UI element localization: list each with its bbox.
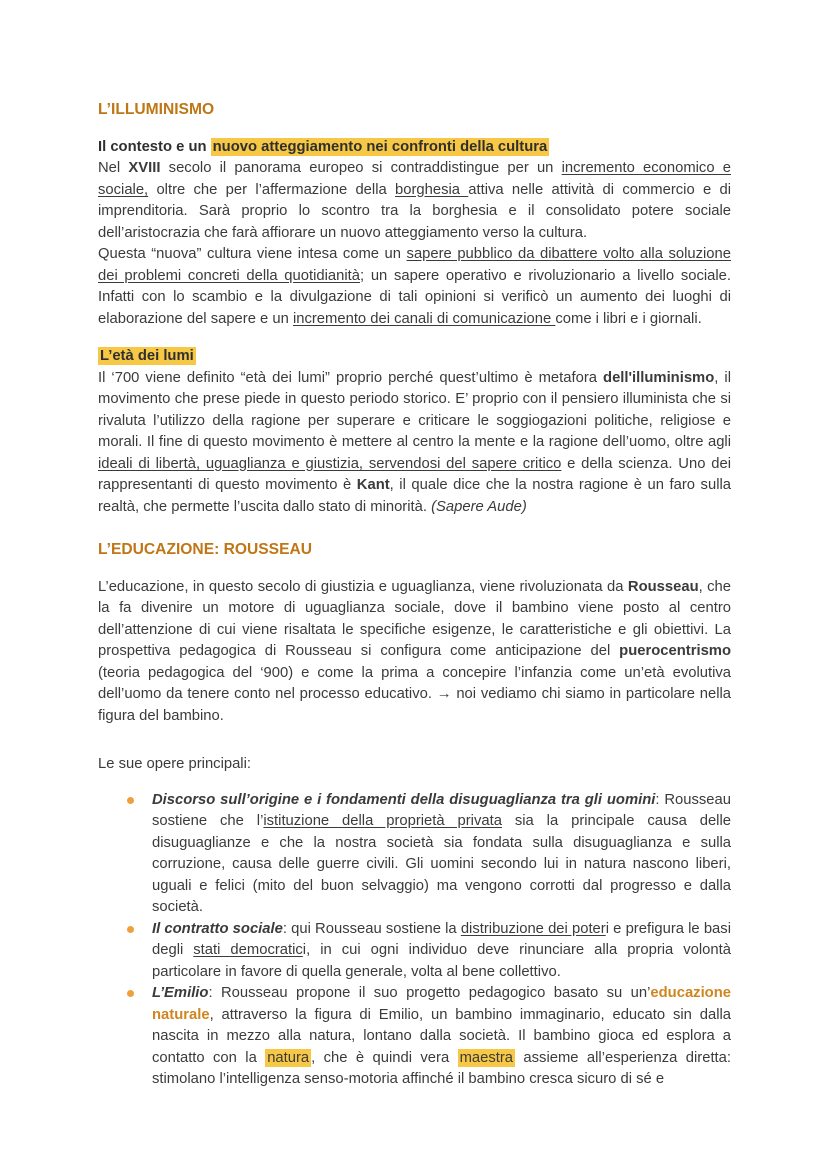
section-title-educazione-rousseau — [98, 539, 731, 561]
text-run: Rousseau — [627, 578, 699, 595]
paragraph-contesto-2 — [98, 244, 731, 330]
works-list — [98, 790, 731, 1091]
text-run: XVIII — [128, 160, 161, 176]
text-run: Il contesto e un — [98, 138, 211, 155]
text-run: dell'illuminismo — [603, 369, 715, 386]
paragraph-eta-dei-lumi — [98, 368, 731, 519]
text-run: assieme all’esperienza diretta: stimolano l’intelligenza senso-motoria affinché il bambino cresca sicuro di sé e — [152, 1049, 732, 1087]
text-run: Nel — [98, 160, 129, 176]
underlined-text: borghesia — [395, 181, 469, 198]
text-run: : Rousseau propone il suo progetto pedagogico basato su un’ — [208, 985, 651, 1001]
text-run: attiva nelle attività di commercio e di imprenditoria. Sarà proprio lo scontro tra la borghesia e il consolidato potere sociale dell’aristocrazia che farà affiorare un nuovo atteggiamento verso la cultura. — [98, 181, 731, 241]
text-run: , il quale dice che la nostra ragione è un faro sulla realtà, che permette l’uscita dallo stato di minorità. — [98, 477, 731, 515]
text-run: Questa “nuova” cultura viene intesa come un — [98, 246, 407, 262]
text-run: oltre che per l’affermazione della — [148, 181, 395, 198]
text-run: , che la fa divenire un motore di uguaglianza sociale, dove il bambino viene posto al centro dell’attenzione di cui viene risaltata le specifiche esigenze, le caratteristiche e gli obiettivi. La prospettiva pedagogica di Rousseau si configura come anticipazione del — [98, 578, 731, 659]
text-run: Le sue opere principali: — [98, 756, 251, 772]
underlined-text: incremento economico e sociale, — [98, 160, 731, 198]
text-run: (teoria pedagogica del ‘900) e come la prima a concepire l’infanzia come un’età evolutiva dell’uomo da tenere conto nel processo educativo. → noi vediamo chi siamo in particolare nella figura del bambino. — [98, 664, 731, 724]
text-run: L’EDUCAZIONE: ROUSSEAU — [98, 541, 312, 558]
document-body — [98, 99, 731, 1091]
highlighted-text: L’età dei lumi — [100, 348, 194, 364]
text-run: (Sapere Aude) — [431, 498, 527, 515]
highlighted-text: nuovo atteggiamento nei confronti della cultura — [212, 138, 548, 155]
text-run: , attraverso la figura di Emilio, un bambino immaginario, educato sin dalla nascita in mezzo alla natura, lontano dalla società. Il bambino gioca ed esplora a contatto con la — [152, 1006, 731, 1066]
text-run: L’ILLUMINISMO — [98, 101, 215, 118]
highlighted-text: natura — [267, 1049, 310, 1066]
underlined-text: distribuzione dei poter — [460, 920, 606, 937]
text-run: : Rousseau sostiene che l’ — [152, 791, 731, 829]
underlined-text: sapere pubblico da dibattere volto alla soluzione dei problemi concreti della quotidianità — [98, 246, 731, 284]
text-run: come i libri e i giornali. — [555, 310, 702, 327]
underlined-text: stati democratic — [193, 942, 303, 958]
underlined-text: incremento dei canali di comunicazione — [292, 310, 556, 327]
text-run: i e prefigura le basi degli — [152, 920, 731, 958]
text-run: , che è quindi vera — [311, 1049, 458, 1066]
underlined-text: ideali di libertà, uguaglianza e giustizia, servendosi del sapere critico — [98, 455, 562, 472]
section-title-illuminismo — [98, 99, 731, 121]
text-run: Il contratto sociale — [152, 920, 283, 937]
list-item — [98, 919, 731, 984]
subsection-title-contesto — [98, 137, 731, 159]
text-run: : qui Rousseau sostiene la — [282, 920, 461, 937]
text-run: sia la principale causa delle disuguaglianze e che la nostra società sia fondata sulla disuguaglianza e sulla corruzione, causa delle guerre civili. Gli uomini secondo lui in natura nascono liberi, uguali e felici (mito del buon selvaggio) ma vengono corrotti dal progresso e dalla società. — [152, 813, 731, 915]
text-run: , il movimento che prese piede in questo periodo storico. E’ proprio con il pensiero illuminista che si rivaluta l’utilizzo della ragione per superare e criticare le soggiogazioni politiche, religiose e morali. Il fine di questo movimento è mettere al centro la mente e la ragione dell’uomo, oltre agli — [98, 369, 731, 450]
list-item — [98, 790, 731, 919]
text-run: secolo il panorama europeo si contraddistingue per un — [160, 160, 562, 176]
underlined-text: istituzione della proprietà privata — [263, 813, 502, 829]
paragraph-educazione — [98, 577, 731, 728]
text-run: i, in cui ogni individuo deve rinunciare alla propria volontà particolare in favore di quella generale, volta al bene collettivo. — [152, 942, 731, 980]
list-item — [98, 983, 731, 1091]
text-run: L’educazione, in questo secolo di giustizia e uguaglianza, viene rivoluzionata da — [98, 578, 628, 595]
works-intro — [98, 754, 731, 776]
text-run: Kant — [356, 477, 390, 493]
paragraph-contesto-1 — [98, 158, 731, 244]
text-run: Discorso sull’origine e i fondamenti della disuguaglianza tra gli uomini — [152, 791, 656, 808]
section-title-eta-dei-lumi — [98, 346, 731, 368]
text-run: Il ‘700 viene definito “età dei lumi” proprio perché quest’ultimo è metafora — [98, 369, 604, 386]
text-run: ; un sapere operativo e rivoluzionario a livello sociale. Infatti con lo scambio e la divulgazione di tali opinioni si verificò un aumento dei luoghi di elaborazione del sapere e un — [98, 267, 732, 327]
text-run: e della scienza. Uno dei rappresentanti di questo movimento è — [98, 455, 731, 493]
text-run: puerocentrismo — [619, 643, 731, 659]
highlighted-text: maestra — [459, 1049, 514, 1066]
text-run: L’Emilio — [152, 985, 209, 1001]
text-run: educazione naturale — [152, 985, 731, 1023]
